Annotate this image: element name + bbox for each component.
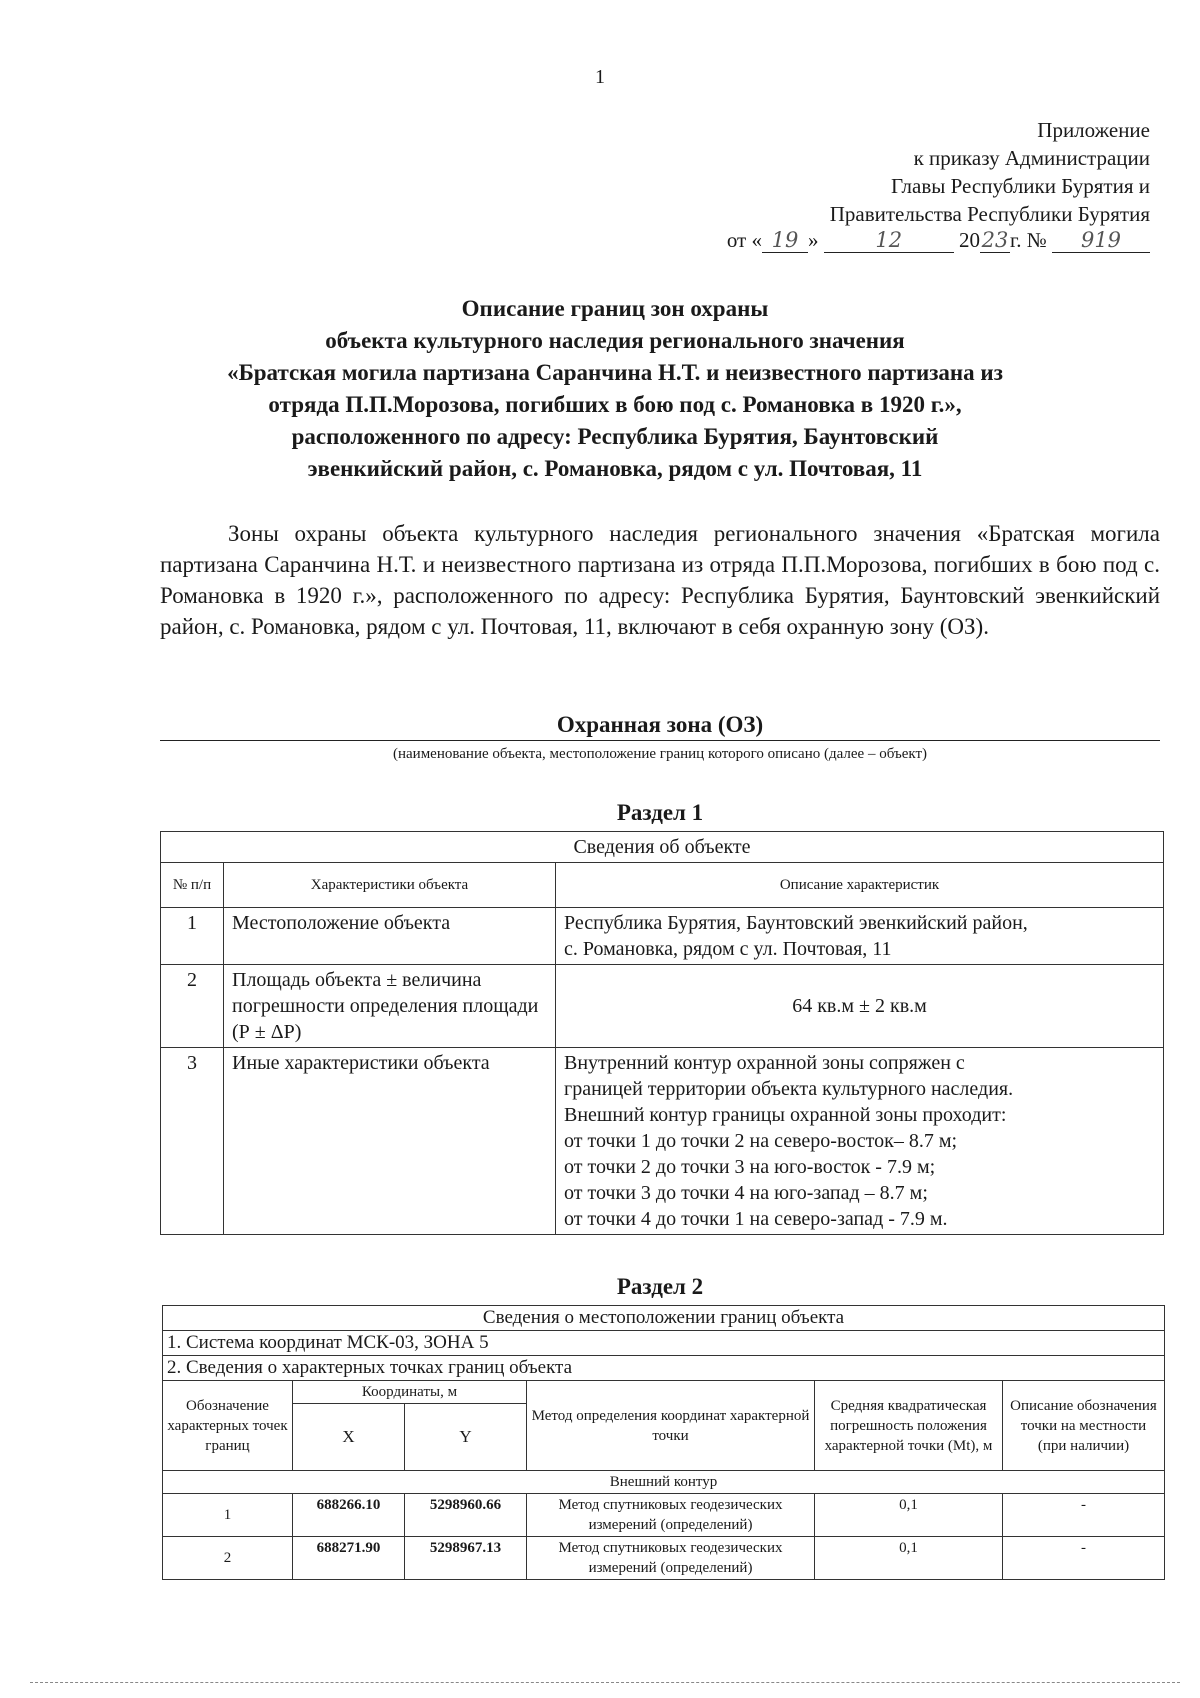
title-line: объекта культурного наследия регионального значения bbox=[325, 328, 905, 353]
header-coordinates: Координаты, м bbox=[293, 1381, 527, 1404]
order-number-label: г. № bbox=[1009, 228, 1047, 252]
row-value bbox=[556, 908, 1164, 965]
header-x: X bbox=[293, 1404, 405, 1471]
row-value-line: Внутренний контур охранной зоны сопряжен с bbox=[564, 1052, 965, 1074]
points-title: 2. Сведения о характерных точках границ объекта bbox=[163, 1356, 1165, 1381]
row-number: 2 bbox=[161, 965, 224, 1048]
row-value-line: границей территории объекта культурного наследия. bbox=[564, 1078, 1014, 1100]
object-info-table bbox=[160, 831, 1164, 1235]
point-y: 5298967.13 bbox=[405, 1537, 527, 1580]
row-number: 3 bbox=[161, 1048, 224, 1235]
table-row bbox=[161, 1048, 1164, 1235]
row-value-line: с. Романовка, рядом с ул. Почтовая, 11 bbox=[564, 938, 892, 960]
table-row bbox=[163, 1537, 1165, 1580]
point-y: 5298960.66 bbox=[405, 1494, 527, 1537]
header-error: Средняя квадратическая погрешность положения характерной точки (Mt), м bbox=[815, 1381, 1003, 1471]
table-title: Сведения об объекте bbox=[161, 832, 1164, 863]
section1-title: Раздел 1 bbox=[616, 800, 704, 825]
table-row bbox=[163, 1494, 1165, 1537]
section2-title: Раздел 2 bbox=[616, 1274, 704, 1299]
header-point-description: Описание обозначения точки на местности (при наличии) bbox=[1003, 1381, 1165, 1471]
row-value-line: от точки 2 до точки 3 на юго-восток - 7.9 м; bbox=[564, 1156, 936, 1178]
row-value-line: от точки 4 до точки 1 на северо-запад - 7.9 м. bbox=[564, 1208, 948, 1230]
page-bottom-divider bbox=[30, 1682, 1180, 1683]
table-row bbox=[161, 908, 1164, 965]
title-line: эвенкийский район, с. Романовка, рядом с ул. Почтовая, 11 bbox=[307, 456, 923, 481]
row-value-line: Республика Бурятия, Баунтовский эвенкийский район, bbox=[564, 912, 1028, 934]
order-day: 19 bbox=[762, 228, 808, 253]
point-number: 1 bbox=[163, 1494, 293, 1537]
order-year-prefix: 20 bbox=[958, 228, 980, 252]
point-error: 0,1 bbox=[815, 1494, 1003, 1537]
point-description: - bbox=[1003, 1537, 1165, 1580]
row-value-line: от точки 1 до точки 2 на северо-восток– 8.7 м; bbox=[564, 1130, 958, 1152]
header-description: Описание характеристик bbox=[556, 863, 1164, 908]
title-line: Описание границ зон охраны bbox=[461, 296, 769, 321]
table-title: Сведения о местоположении границ объекта bbox=[163, 1306, 1165, 1331]
intro-paragraph: Зоны охраны объекта культурного наследия регионального значения «Братская могила партизана Саранчина Н.Т. и неизвестного партизана из отряда П.П.Морозова, погибших в бою под с. Романовка в 1920 г.», расположенного по адресу: Республика Бурятия, Баунтовский эвенкийский район, с. Романовка, рядом с ул. Почтовая, 11, включают в себя охранную зону (ОЗ). bbox=[160, 521, 1160, 639]
title-line: «Братская могила партизана Саранчина Н.Т. и неизвестного партизана из bbox=[227, 360, 1003, 385]
appendix-line: Правительства Республики Бурятия bbox=[829, 202, 1150, 226]
row-name: Площадь объекта ± величина погрешности определения площади (Р ± ΔР) bbox=[224, 965, 556, 1048]
title-line: расположенного по адресу: Республика Бурятия, Баунтовский bbox=[291, 424, 939, 449]
header-characteristics: Характеристики объекта bbox=[224, 863, 556, 908]
point-error: 0,1 bbox=[815, 1537, 1003, 1580]
row-number: 1 bbox=[161, 908, 224, 965]
row-value: 64 кв.м ± 2 кв.м bbox=[556, 965, 1164, 1048]
order-number: 919 bbox=[1052, 228, 1150, 253]
row-value bbox=[556, 1048, 1164, 1235]
order-prefix: от « bbox=[726, 228, 762, 252]
order-day-close: » bbox=[807, 228, 819, 252]
appendix-block bbox=[690, 116, 1150, 228]
table-row bbox=[161, 965, 1164, 1048]
header-method: Метод определения координат характерной точки bbox=[527, 1381, 815, 1471]
appendix-line: к приказу Администрации bbox=[913, 146, 1150, 170]
header-designation: Обозначение характерных точек границ bbox=[163, 1381, 293, 1471]
point-method: Метод спутниковых геодезических измерений (определений) bbox=[527, 1494, 815, 1537]
point-description: - bbox=[1003, 1494, 1165, 1537]
header-number: № п/п bbox=[161, 863, 224, 908]
page-number: 1 bbox=[595, 66, 605, 88]
document-title bbox=[120, 293, 1110, 485]
row-name: Иные характеристики объекта bbox=[224, 1048, 556, 1235]
row-name: Местоположение объекта bbox=[224, 908, 556, 965]
row-value-line: от точки 3 до точки 4 на юго-запад – 8.7 м; bbox=[564, 1182, 928, 1204]
zone-caption: (наименование объекта, местоположение границ которого описано (далее – объект) bbox=[392, 746, 928, 762]
order-month: 12 bbox=[824, 228, 954, 253]
appendix-line: Главы Республики Бурятия и bbox=[891, 174, 1150, 198]
contour-label: Внешний контур bbox=[163, 1471, 1165, 1494]
row-value-line: Внешний контур границы охранной зоны проходит: bbox=[564, 1104, 1007, 1126]
zone-heading: Охранная зона (ОЗ) bbox=[160, 712, 1160, 741]
point-x: 688271.90 bbox=[293, 1537, 405, 1580]
appendix-line: Приложение bbox=[1037, 118, 1150, 142]
title-line: отряда П.П.Морозова, погибших в бою под с. Романовка в 1920 г.», bbox=[268, 392, 962, 417]
coordinate-system: 1. Система координат МСК-03, ЗОНА 5 bbox=[163, 1331, 1165, 1356]
order-date-line bbox=[630, 228, 1150, 253]
point-number: 2 bbox=[163, 1537, 293, 1580]
point-method: Метод спутниковых геодезических измерений (определений) bbox=[527, 1537, 815, 1580]
header-y: Y bbox=[405, 1404, 527, 1471]
point-x: 688266.10 bbox=[293, 1494, 405, 1537]
boundary-points-table bbox=[162, 1305, 1165, 1580]
order-year: 23 bbox=[981, 228, 1009, 252]
